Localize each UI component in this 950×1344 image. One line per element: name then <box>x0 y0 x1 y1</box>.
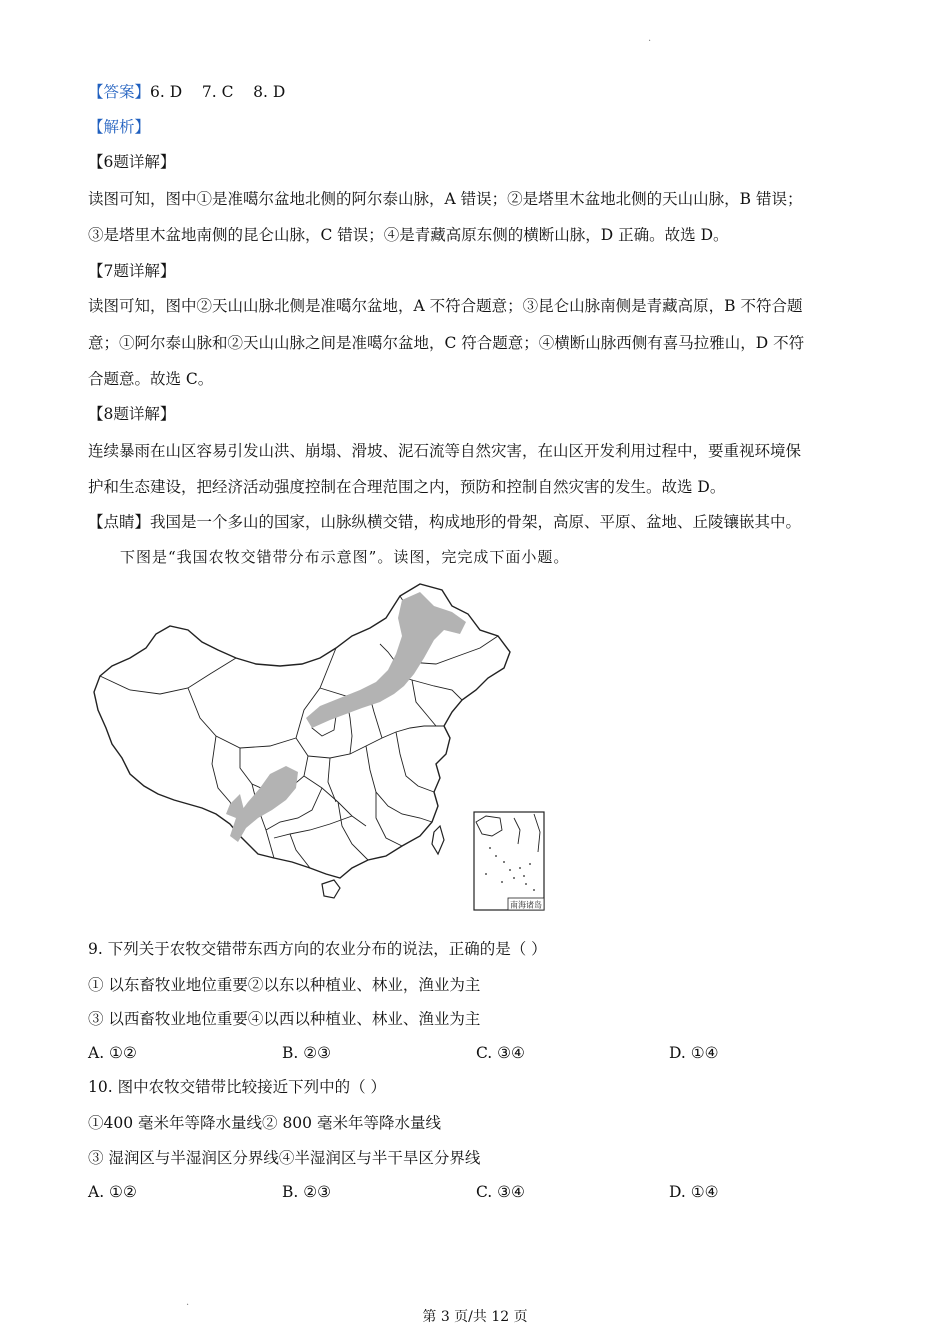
taiwan-island <box>432 826 444 854</box>
q8-line2: 护和生态建设，把经济活动强度控制在合理范围之内，预防和控制自然灾害的发生。故选 D。 <box>88 478 726 496</box>
top-dot: · <box>648 36 652 47</box>
answer-label: 【答案】 <box>88 83 151 101</box>
south-china-sea-inset <box>474 812 544 910</box>
q10-option-a[interactable]: A. ①② <box>88 1183 137 1201</box>
q9-option-b[interactable]: B. ②③ <box>282 1044 332 1062</box>
tip-line <box>88 512 801 532</box>
q6-heading: 【6题详解】 <box>88 153 176 171</box>
q8-line1: 连续暴雨在山区容易引发山洪、崩塌、滑坡、泥石流等自然灾害，在山区开发利用过程中，要重视环境保 <box>88 442 802 460</box>
hainan-island <box>322 880 340 898</box>
q9-option-a[interactable]: A. ①② <box>88 1044 137 1062</box>
q10-line2: ③ 湿润区与半湿润区分界线④半湿润区与半干旱区分界线 <box>88 1149 481 1167</box>
answer-text: 6. D 7. C 8. D <box>150 83 286 101</box>
q7-line3: 合题意。故选 C。 <box>88 370 214 388</box>
q7-heading: 【7题详解】 <box>88 262 176 280</box>
q6-line1: 读图可知，图中①是准噶尔盆地北侧的阿尔泰山脉，A 错误；②是塔里木盆地北侧的天山山脉，B 错误； <box>88 190 803 208</box>
q7-line2: 意；①阿尔泰山脉和②天山山脉之间是准噶尔盆地，C 符合题意；④横断山脉西侧有喜马拉雅山，D 不符 <box>88 334 805 352</box>
q10-stem: 10. 图中农牧交错带比较接近下列中的（ ） <box>88 1078 387 1096</box>
q8-heading: 【8题详解】 <box>88 405 176 423</box>
q10-line1: ①400 毫米年等降水量线② 800 毫米年等降水量线 <box>88 1114 441 1132</box>
q10-option-b[interactable]: B. ②③ <box>282 1183 332 1201</box>
q9-stem: 9. 下列关于农牧交错带东西方向的农业分布的说法，正确的是（ ） <box>88 940 547 958</box>
analysis-label: 【解析】 <box>88 118 151 136</box>
bottom-dot: · <box>186 1300 190 1311</box>
page-footer: 第 3 页/共 12 页 <box>422 1309 528 1325</box>
tip-text: 我国是一个多山的国家，山脉纵横交错，构成地形的骨架，高原、平原、盆地、丘陵镶嵌其中。 <box>150 513 802 531</box>
q9-option-c[interactable]: C. ③④ <box>476 1044 525 1062</box>
q10-option-c[interactable]: C. ③④ <box>476 1183 525 1201</box>
q10-option-d[interactable]: D. ①④ <box>669 1183 719 1201</box>
q7-line1: 读图可知，图中②天山山脉北侧是准噶尔盆地，A 不符合题意；③昆仑山脉南侧是青藏高原，B 不符合题 <box>88 297 803 315</box>
inset-label: 南海诸岛 <box>510 900 542 910</box>
q9-line1: ① 以东畜牧业地位重要②以东以种植业、林业，渔业为主 <box>88 976 481 994</box>
map-intro: 下图是“我国农牧交错带分布示意图”。读图，完完成下面小题。 <box>120 548 570 566</box>
q9-line2: ③ 以西畜牧业地位重要④以西以种植业、林业、渔业为主 <box>88 1010 481 1028</box>
tip-label: 【点睛】 <box>88 513 151 531</box>
q9-option-d[interactable]: D. ①④ <box>669 1044 719 1062</box>
answer-line <box>88 82 285 102</box>
q6-line2: ③是塔里木盆地南侧的昆仑山脉，C 错误；④是青藏高原东侧的横断山脉，D 正确。故选 D。 <box>88 226 729 244</box>
china-agro-pastoral-map <box>90 578 550 914</box>
